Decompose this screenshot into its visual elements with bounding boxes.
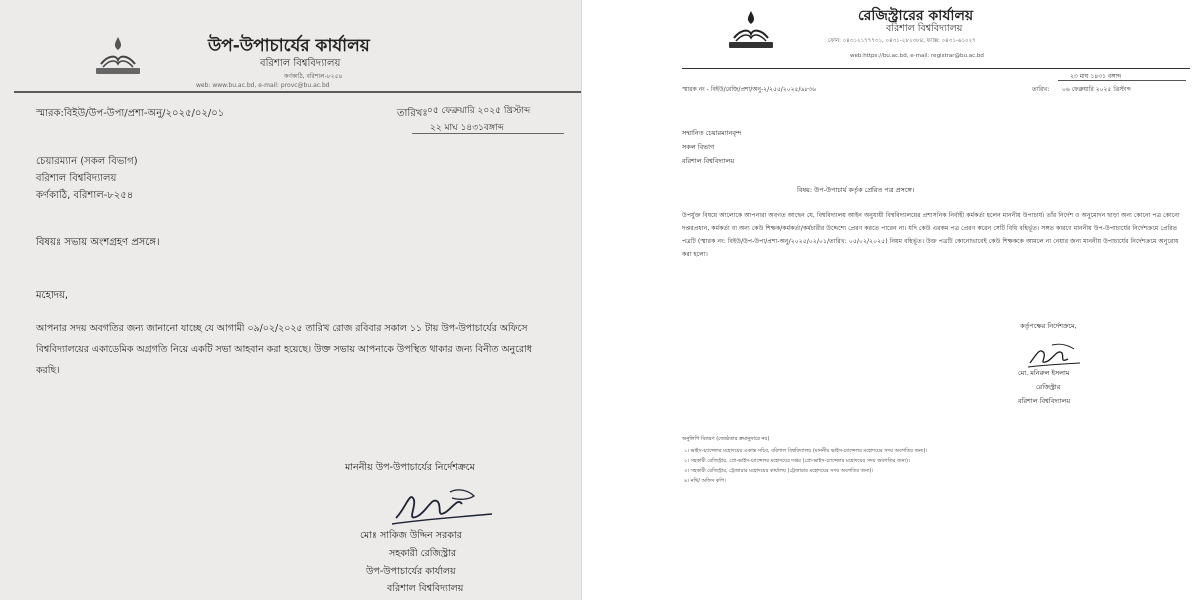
salutation: মহোদয়,	[36, 290, 69, 301]
office-title: রেজিস্ট্রারের কার্যালয়	[858, 8, 974, 24]
handwritten-signature	[1024, 341, 1084, 371]
date-bangla: ২৩ মাঘ ১৪৩১ বঙ্গাব্দ	[1070, 73, 1122, 80]
cc-item: ৩। সহকারী রেজিস্ট্রার, ট্রেজারার মহোদয়ের কার্যালয় (ট্রেজারার মহোদয়ের সদয় অবগতির জন্য)।	[684, 468, 874, 474]
cc-item: ২। সহকারী রেজিস্ট্রার, প্রো-ভাইস-চ্যান্সেলর মহোদয়ের দপ্তর (প্রো-ভাইস-চ্যান্সেলর মহোদয়ের সদয় অবগতির জন্য)।	[684, 458, 910, 464]
letter-body: উপর্যুক্ত বিষয়ে আলোকে আপনারা অবগত আছেন যে, বিশ্ববিদ্যালয় আইন অনুযায়ী বিশ্ববিদ্যালয়ের প্রশাসনিক নির্বাহী কর্মকর্তা হলেন মাননীয় উপাচার্য। তাঁর নির্দেশ ও অনুমোদন ছাড়া অন্য কোনো পত্র কোনো দপ্তরপ্রধান, কর্মকর্তা বা অন্য কেউ শিক্ষক/কর্মকর্তা/কর্মচারীর উদ্দেশ্যে প্রেরণ করতে পারেন না। যদি কেউ এরকম পত্র প্রেরণ করেন সেটি বিধি বহির্ভূত। সঙ্গত কারণে মাননীয় উপ-উপাচার্যের নির্দেশক্রমে প্রেরিত পত্রটি (স্মারক নং: বিইউ/উপ-উপা/প্রশা-অনু/২০২৫/০২/০১/তারিখ: ০৫/০২/২০২৫) নিয়ম বহির্ভূত। উক্ত পত্রটি কোনোভাবেই কেউ শিক্ষককে আমলে না নেয়ার জন্য মাননীয় উপাচার্যের নির্দেশক্রমে অনুরোধ করা হলো।	[682, 212, 1180, 258]
recipient-line: সম্মানিত চেয়ারম্যানবৃন্দ	[682, 129, 742, 137]
letter-body: আপনার সদয় অবগতির জন্য জানানো যাচ্ছে যে আগামী ০৯/০২/২০২৫ তারিখ রোজ রবিবার সকাল ১১ টায় উপ-উপাচার্যের অফিসে বিশ্ববিদ্যালয়ের একাডেমিক অগ্রগতি নিয়ে একটি সভা আহবান করা হয়েছে। উক্ত সভায় আপনাকে উপস্থিত থাকার জন্য বিনীত অনুরোধ করছি।	[36, 323, 533, 376]
office-address: কর্ণকাঠি, বরিশাল-৮২৫৪	[284, 73, 343, 80]
handwritten-signature	[388, 478, 498, 534]
header-divider	[14, 91, 582, 93]
date-gregorian: ০৬ ফেব্রুয়ারি ২০২৫ খ্রিস্টাব্দ	[1062, 86, 1131, 93]
signatory-university: বরিশাল বিশ্ববিদ্যালয়	[387, 583, 464, 594]
signatory-title: রেজিস্ট্রার	[1036, 383, 1061, 391]
signatory-title: সহকারী রেজিস্ট্রার	[389, 548, 457, 559]
university-name: বরিশাল বিশ্ববিদ্যালয়	[260, 58, 341, 69]
recipient-block	[36, 153, 138, 204]
signatory-university: বরিশাল বিশ্ববিদ্যালয়	[1018, 397, 1071, 405]
reference-number: স্মারক নং - বিইউ/রেজি/প্রশা/অনু-২/২৫৫/২০২৫/৬৮৩৬	[682, 86, 817, 93]
date-label: তারিখঃ	[397, 108, 428, 119]
university-name: বরিশাল বিশ্ববিদ্যালয়	[886, 23, 963, 34]
web-email-line: web:https://bu.ac.bd, e-mail: registrar@bu.ac.bd	[850, 53, 984, 59]
recipient-line: চেয়ারম্যান (সকল বিভাগ)	[36, 156, 138, 167]
subject-line: বিষয়ঃ সভায় অংশগ্রহণ প্রসঙ্গে।	[36, 237, 160, 248]
authority-line: মাননীয় উপ-উপাচার্যের নির্দেশক্রমে	[345, 462, 475, 473]
right-letter-document	[600, 0, 1200, 600]
recipient-block	[682, 126, 741, 168]
cc-list	[684, 446, 927, 486]
signatory-name: মোঃ সাকিজ উদ্দিন সরকার	[360, 530, 462, 541]
date-divider	[1058, 80, 1186, 81]
recipient-line: সকল বিভাগ	[682, 143, 715, 151]
authority-line: কর্তৃপক্ষের নির্দেশক্রমে,	[1020, 322, 1077, 330]
recipient-line: বরিশাল বিশ্ববিদ্যালয়	[682, 157, 735, 165]
contact-line: ফোন: ০৪৩১২১৭৭৭৩১, ০৪৩১-২৮২৩৮৪, ফ্যাক্স: ০৪৩১-৬১০২৭	[828, 38, 976, 44]
signatory-name: মো. মনিরুল ইসলাম	[1018, 369, 1070, 377]
university-logo-icon	[726, 8, 776, 50]
subject-line: বিষয়: উপ-উপাচার্য কর্তৃক প্রেরিত পত্র প্রসঙ্গে।	[797, 186, 915, 194]
cc-item: ৪। নথি/ অফিস কপি।	[684, 478, 726, 484]
office-title: উপ-উপাচার্যের কার্যালয়	[208, 36, 370, 56]
signatory-office: উপ-উপাচার্যের কার্যালয়	[366, 566, 456, 577]
web-email-line: web: www.bu.ac.bd, e-mail: provc@bu.ac.bd	[196, 82, 330, 89]
left-letter-document	[0, 0, 582, 600]
recipient-line: বরিশাল বিশ্ববিদ্যালয়	[36, 173, 117, 184]
recipient-line: কর্ণকাঠি, বরিশাল-৮২৫৪	[36, 190, 134, 201]
cc-heading: অনুলিপি বিতরণ (জ্যেষ্ঠতার ক্রমানুসারে নয়)	[682, 436, 770, 442]
cc-item: ১। ভাইস-চ্যান্সেলর মহোদয়ের একান্ত সচিব, বরিশাল বিশ্ববিদ্যালয় (মাননীয় ভাইস-চ্যান্সেলর মহোদয়ের সদয় অবগতির জন্য)।	[684, 448, 928, 454]
date-label: তারিখ:	[1032, 86, 1050, 93]
date-bangla: ২২ মাঘ ১৪৩১বঙ্গাব্দ	[430, 123, 504, 133]
header-divider	[682, 68, 1190, 69]
university-logo-icon	[92, 34, 144, 76]
reference-number: স্মারক:বিইউ/উপ-উপা/প্রশা-অনু/২০২৫/০২/০১	[36, 108, 225, 119]
date-gregorian: ০৫ ফেব্রুয়ারি ২০২৫ খ্রিস্টাব্দ	[427, 106, 531, 116]
